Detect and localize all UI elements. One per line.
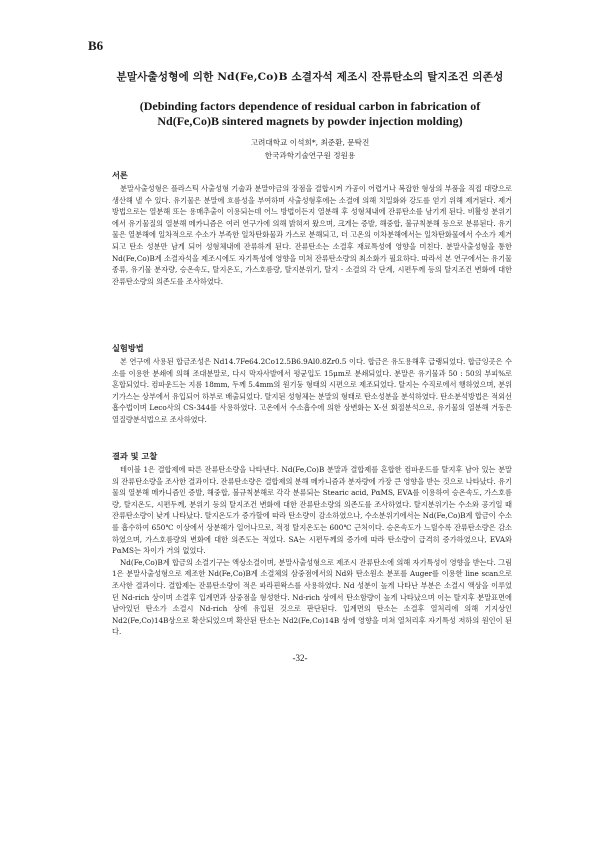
english-title <box>96 99 524 128</box>
author-block <box>150 136 470 162</box>
results-body-2: Nd(Fe,Co)B계 합금의 소결기구는 액상소결이며, 분말사출성형으로 제조시 잔류탄소에 의해 자기특성이 영향을 받는다. 그림 1은 분말사출성형으로 제조한 Nd(Fe,Co)B계 소결체의 삼중점에서의 Nd와 탄소원소 분포를 Auger를 이용한 line scan으로 조사한 결과이다. 결합제는 잔류탄소량이 적은 파라핀왁스를 사용하였다. Nd 성분이 높게 나타난 부분은 소결시 액상을 이루었던 Nd-rich 상이며 소결후 입계면과 삼중점을 형성한다. Nd-rich 상에서 탄소함량이 높게 나타났으며 이는 탈지후 분말표면에 남아있던 탄소가 소결시 Nd-rich 상에 유입된 것으로 판단된다. 입계면의 탄소는 소결후 열처리에 의해 기지상인 Nd2(Fe,Co)14B상으로 확산되었으며 확산된 탄소는 Nd2(Fe,Co)14B 상에 영향을 미쳐 열처리후 자기특성 저하의 원인이 된다. <box>112 557 512 637</box>
results-heading: 결과 및 고찰 <box>112 451 158 461</box>
results-section <box>112 451 512 638</box>
abstract-code: B6 <box>88 38 104 53</box>
methods-body: 본 연구에 사용된 합금조성은 Nd14.7Fe64.2Co12.5B6.9Al0.8Zr0.5 이다. 합금은 유도용해후 급랭되었다. 합금잉곳은 수소를 이용한 분쇄에 의해 조대분말로, 다시 막자사발에서 평균입도 15μm로 분쇄되었다. 분말은 유기물과 50 : 50의 부피%로 혼합되었다. 컴파운드는 지름 18mm, 두께 5.4mm의 원기둥 형태의 시편으로 제조되었다. 탈지는 수직로에서 행하였으며, 분위기가스는 상부에서 유입되어 하부로 배출되었다. 탈지된 성형체는 분말의 형태로 탄소성분을 분석하였다. 탄소분석방법은 적외선 흡수법이며 Leco사의 CS-344를 사용하였다. 고온에서 수소흡수에 의한 상변화는 X-선 회절분석으로, 유기물의 열분해 거동은 열질량분석법으로 조사하였다. <box>112 357 512 424</box>
author-line-1: 고려대학교 이석희*, 최준환, 문탁진 <box>250 138 370 147</box>
intro-section <box>112 170 512 287</box>
author-line-2: 한국과학기술연구원 정원용 <box>264 151 356 160</box>
english-title-line-2: Nd(Fe,Co)B sintered magnets by powder injection molding) <box>157 113 463 128</box>
english-title-line-1: (Debinding factors dependence of residual carbon in fabrication of <box>139 99 481 113</box>
korean-title: 분말사출성형에 의한 Nd(Fe,Co)B 소결자석 제조시 잔류탄소의 탈지조건 의존성 <box>116 71 504 83</box>
page-number: -32- <box>292 653 308 663</box>
intro-heading: 서론 <box>112 170 128 180</box>
results-body-1: 테이블 1은 결합제에 따른 잔류탄소량을 나타낸다. Nd(Fe,Co)B 분말과 결합제를 혼합한 컴파운드를 탈지후 남아 있는 분말의 잔류탄소량을 조사한 결과이다. 잔류탄소량은 결합제의 분해 메카니즘과 분자량에 가장 큰 영향을 받는 것으로 나타났다. 유기물의 열분해 메카니즘인 증발, 해중합, 불규칙분해로 각각 분류되는 Stearic acid, PαMS, EVA를 이용하여 승온속도, 가스호름량, 탈지온도, 시편두께, 분위기 등의 탈지조건 변화에 대한 잔류탄소량의 의존도를 조사하였다. 탈지분위기는 수소와 공기일 때 잔류탄소량이 낮게 나타났다. 탈지온도가 증가할에 따라 탄소량이 감소하였으나, 수소분위기에서는 Nd(Fe,Co)B계 합금이 수소를 흡수하여 650℃ 이상에서 상분해가 일어나므로, 적정 탈지온도는 600℃ 근처이다. 승온속도가 느릴수록 잔류탄소량은 감소하였으며, 가스호름량의 변화에 대한 의존도는 적었다. SA는 시편두께의 증가에 따라 탄소량이 급격히 증가하였으나, EVA와 PαMS는 차이가 거의 없었다. <box>112 465 512 556</box>
methods-heading: 실험방법 <box>112 343 144 353</box>
intro-body: 분말사출성형은 플라스틱 사출성형 기술과 분말야금의 장점을 결합시켜 가공이 어렵거나 복잡한 형상의 부품을 직접 대량으로 생산해 낼 수 있다. 유기물은 분말에 흐름성을 부여하며 사출성형후에는 소결에 의해 치밀화와 강도를 얻기 위해 제거된다. 제거방법으로는 열분해 또는 용매추출이 이용되는데 어느 방법이든지 열분해 후 성형체내에 잔류탄소를 남기게 된다. 비활성 분위기에서 유기물질의 열분해 메카니즘은 여러 연구가에 의해 밝혀져 왔으며, 크게는 증발, 해중합, 불규칙분해 등으로 분류된다. 유기물은 열분해에 일차적으로 수소가 부족한 일차탄화물과 가스로 분해되고, 더 고온의 이차분해에서는 일차탄화물에서 수소가 제거되고 탄소 성분만 남게 되어 성형체내에 잔류하게 된다. 잔류탄소는 소결후 재료특성에 영향을 미친다. 분말사출성형을 통한 Nd(Fe,Co)B계 소결자석을 제조시에도 자기특성에 영향을 미쳐 잔류탄소량의 최소화가 필요하다. 따라서 본 연구에서는 유기물 종류, 유기물 분자량, 승온속도, 탈지온도, 가스호름량, 탈지분위기, 탈지 · 소결의 각 단계, 시편두께 등의 탈지조건 변화에 대한 잔류탄소량의 의존도를 조사하였다. <box>112 184 512 286</box>
methods-section <box>112 343 512 426</box>
